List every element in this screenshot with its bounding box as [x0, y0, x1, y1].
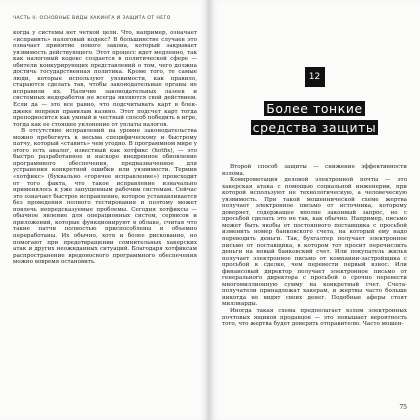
right-page-body: [222, 164, 407, 328]
paragraph: В отсутствие исправлений на уровне законодательства можно пребегнуть к весьма специфическому и быстрому патчу, который «ставить» чем угодно. В программном мире у этого есть аналог, известный как хотфикс (hotfix), — это быстро разработанное и наскоро внедренное обновление программного обеспечения, предназначенное для устранения конкретной ошибки или уязвимости. Термин «хотфикс» (буквально «горячее исправление») происходит от того факта, что такое исправление изначально применялось к уже запущенным рабочим системам. Сейчас это означает быстрое исправление, которое устанавливается без проведения полного тестирования и поэтому может повлечь непредсказуемые проблемы. Сегодня хотфиксы — обычное явление для операционных систем, сервисов и приложений, которые функционируют в облаке, считая что такие патчи полностью приспособлены и объемно переработаны. Их обычно, хотя и более рискованно, но помогают при предотвращении сомнительных хакерских атак и других неожиданных ситуаций. Благодаря хотфиксам распространение вредоносного программного обеспечения можно вовремя остановить.: [13, 128, 197, 266]
chapter-title: [222, 99, 407, 137]
paragraph: Иногда такая схема предполагает взлом электронных почтовых ящиков продавцов — это повышает вероятность того, что жертва будет доверять отправителю. Часто мошен-: [222, 308, 407, 328]
right-page: [210, 0, 420, 420]
chapter-title-line: Более тонкие: [266, 101, 363, 116]
chapter-title-line: средства защиты: [252, 120, 377, 135]
paragraph: когда у системы нет четкой цели. Что, например, означает «исправить» налоговый кодекс? В большинстве случаев это означает принятие нового закона, который закрывает уязвимость действующего. Этот процесс идет медленно, так как налоговый кодекс создается в политической сфере — обители конкурирующих представлений о том, чего должна достичь государственная политика. Кроме того, те самые люди, которые используют уязвимости, как правило, стараются сделать так, чтобы законодательные органы не исправили их. Наличие законодательных лазеек и системных недоработок не всегда являются свой действием. Если да — это все равно, что подсчитывать карт в блек-джеке вопреки правилам казино. Этот подсчет карт тогда преподносится как умный и честный способ победить в игре, тогда как ее стоящее уклонение от уплаты налогов.: [13, 30, 197, 128]
paragraph: Второй способ защиты — снижение эффективности взлома.: [222, 164, 407, 177]
chapter-number: 12: [305, 67, 325, 87]
paragraph: Компрометация деловой электронной почты — это хакерская атака с помощью социальной инженерии, при которой используют не технологическую, а человеческую уязвимость. При такой мошеннической схеме жертва получает электронное письмо от источника, которому доверяет, содержащее вполне законный запрос, но с просьбой сделать это не так, как обычно. Например, письмо может быть якобы от постоянного поставщика с просьбой изменить номер банковского счета, на который ему надо переводить деньги. Так, бухгалтер получает электронное письмо от поставщика, в котором тот просит перечислить деньги на новый банковский счет. Или покупатель жилья получает электронное письмо от компании-застройщика с просьбой к сделке, чем перевести первый взнос. Или финансовый директор получает электронное письмо от генерального директора с просьбой о срочно перевести многомиллионную сумму на конкретный счет. Счета-получатели принадлежат хакерам, и жертвы часто больше никогда не видят своих денег. Подобные аферы стоят миллиарды.: [222, 177, 407, 308]
running-head: ЧАСТЬ II. ОСНОВНЫЕ ВИДЫ ХАКИНГА И ЗАЩИТА ОТ НЕГО: [13, 16, 171, 21]
left-page: [0, 0, 208, 420]
page-number: 75: [399, 404, 407, 411]
left-page-body: [13, 30, 197, 266]
